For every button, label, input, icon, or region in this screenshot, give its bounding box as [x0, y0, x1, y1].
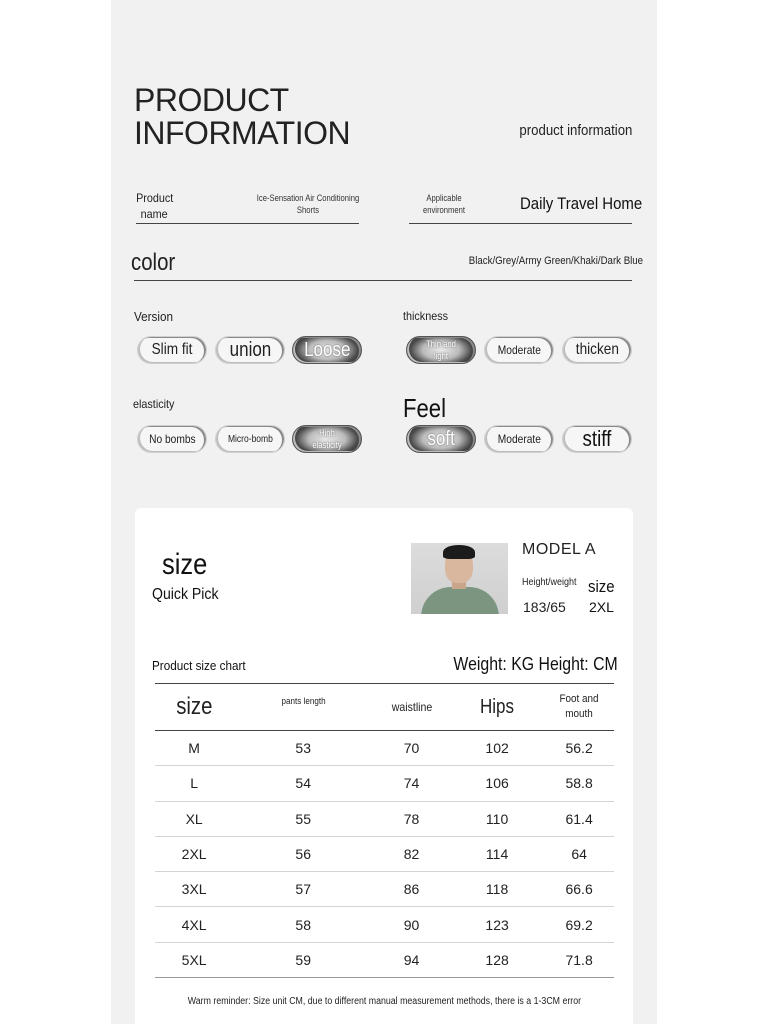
table-cell: 118	[485, 881, 509, 898]
table-cell: 4XL	[181, 916, 207, 933]
model-size-label: size	[588, 577, 615, 596]
feel-label: Feel	[403, 393, 446, 423]
environment-value: Daily Travel Home	[520, 194, 643, 213]
elasticity-label: elasticity	[133, 397, 175, 411]
feel-option-soft: soft	[406, 425, 476, 453]
page-title	[134, 84, 350, 150]
version-label: Version	[134, 309, 174, 324]
model-hw-label: Height/weight	[522, 577, 577, 588]
table-cell: 123	[485, 916, 509, 933]
table-cell: 66.6	[565, 881, 593, 898]
size-reminder: Warm reminder: Size unit CM, due to different manual measurement methods, there is a 1-3CM error	[187, 996, 581, 1007]
table-cell: 57	[295, 881, 311, 898]
elasticity-option-micro-bomb: Micro-bomb	[215, 425, 285, 453]
product-name-value: Ice-Sensation Air Conditioning Shorts	[256, 193, 360, 215]
header-hips: Hips	[480, 695, 515, 718]
size-chart-units: Weight: KG Height: CM	[453, 654, 618, 674]
environment-label: Applicable environment	[422, 193, 466, 215]
model-size-value: 2XL	[589, 599, 614, 615]
table-cell: 2XL	[181, 846, 207, 863]
size-chart-header-row	[155, 684, 614, 731]
thickness-label: thickness	[403, 309, 449, 323]
header-size: size	[175, 693, 213, 720]
version-option-loose: Loose	[292, 336, 362, 364]
table-cell: 78	[403, 810, 420, 827]
table-cell: 86	[403, 881, 420, 898]
table-cell: 59	[295, 951, 311, 968]
table-cell: L	[190, 775, 199, 792]
table-row	[155, 836, 614, 871]
thickness-option-moderate: Moderate	[484, 336, 554, 364]
table-cell: 82	[403, 846, 420, 863]
size-quick-pick-subtitle: Quick Pick	[152, 586, 219, 603]
table-row	[155, 731, 614, 766]
title-line-1: PRODUCT	[134, 82, 289, 118]
table-cell: 64	[571, 846, 587, 863]
product-name-label: Product name	[136, 191, 174, 221]
table-cell: 71.8	[565, 951, 593, 968]
environment-divider	[409, 223, 632, 224]
table-row	[155, 942, 614, 977]
model-title: MODEL A	[522, 541, 597, 558]
table-row	[155, 766, 614, 801]
table-cell: 110	[485, 810, 509, 827]
elasticity-option-no-bombs: No bombs	[137, 425, 207, 453]
version-option-union: union	[215, 336, 285, 364]
thickness-option-thicken: thicken	[562, 336, 632, 364]
feel-option-moderate: Moderate	[484, 425, 554, 453]
table-row	[155, 907, 614, 942]
color-value: Black/Grey/Army Green/Khaki/Dark Blue	[468, 255, 643, 267]
header-pants-length: pants length	[281, 696, 326, 706]
table-cell: 69.2	[565, 916, 593, 933]
table-cell: 74	[403, 775, 420, 792]
table-cell: 3XL	[181, 881, 207, 898]
table-cell: 58	[295, 916, 311, 933]
table-cell: 53	[295, 740, 311, 757]
size-chart-title: Product size chart	[152, 658, 246, 673]
header-waistline: waistline	[391, 700, 432, 714]
thickness-option-thin: Thin and light	[406, 336, 476, 364]
table-cell: 5XL	[181, 951, 207, 968]
table-cell: 70	[403, 740, 420, 757]
product-name-divider	[136, 223, 359, 224]
table-cell: 102	[485, 740, 509, 757]
table-cell: 58.8	[565, 775, 593, 792]
color-label: color	[131, 249, 176, 276]
table-cell: 55	[295, 810, 311, 827]
table-cell: 94	[403, 951, 420, 968]
table-cell: 106	[485, 775, 509, 792]
table-cell: 56	[295, 846, 311, 863]
color-divider	[134, 280, 632, 281]
version-option-slim-fit: Slim fit	[137, 336, 207, 364]
table-cell: 61.4	[565, 810, 593, 827]
table-cell: 56.2	[565, 740, 593, 757]
table-row	[155, 872, 614, 907]
size-chart-table	[155, 683, 614, 978]
size-quick-pick-title: size	[162, 548, 208, 581]
table-cell: XL	[185, 810, 203, 827]
model-hw-value: 183/65	[523, 599, 566, 615]
table-cell: 114	[485, 846, 509, 863]
model-photo	[411, 543, 508, 614]
table-cell: 54	[295, 775, 311, 792]
elasticity-option-high: High elasticity	[292, 425, 362, 453]
table-row	[155, 801, 614, 836]
table-cell: 90	[403, 916, 420, 933]
title-line-2: INFORMATION	[134, 115, 351, 151]
feel-option-stiff: stiff	[562, 425, 632, 453]
page-subtitle: product information	[519, 122, 632, 139]
table-cell: 128	[485, 951, 509, 968]
table-cell: M	[188, 740, 200, 757]
header-foot-mouth: Foot and mouth	[559, 693, 599, 720]
